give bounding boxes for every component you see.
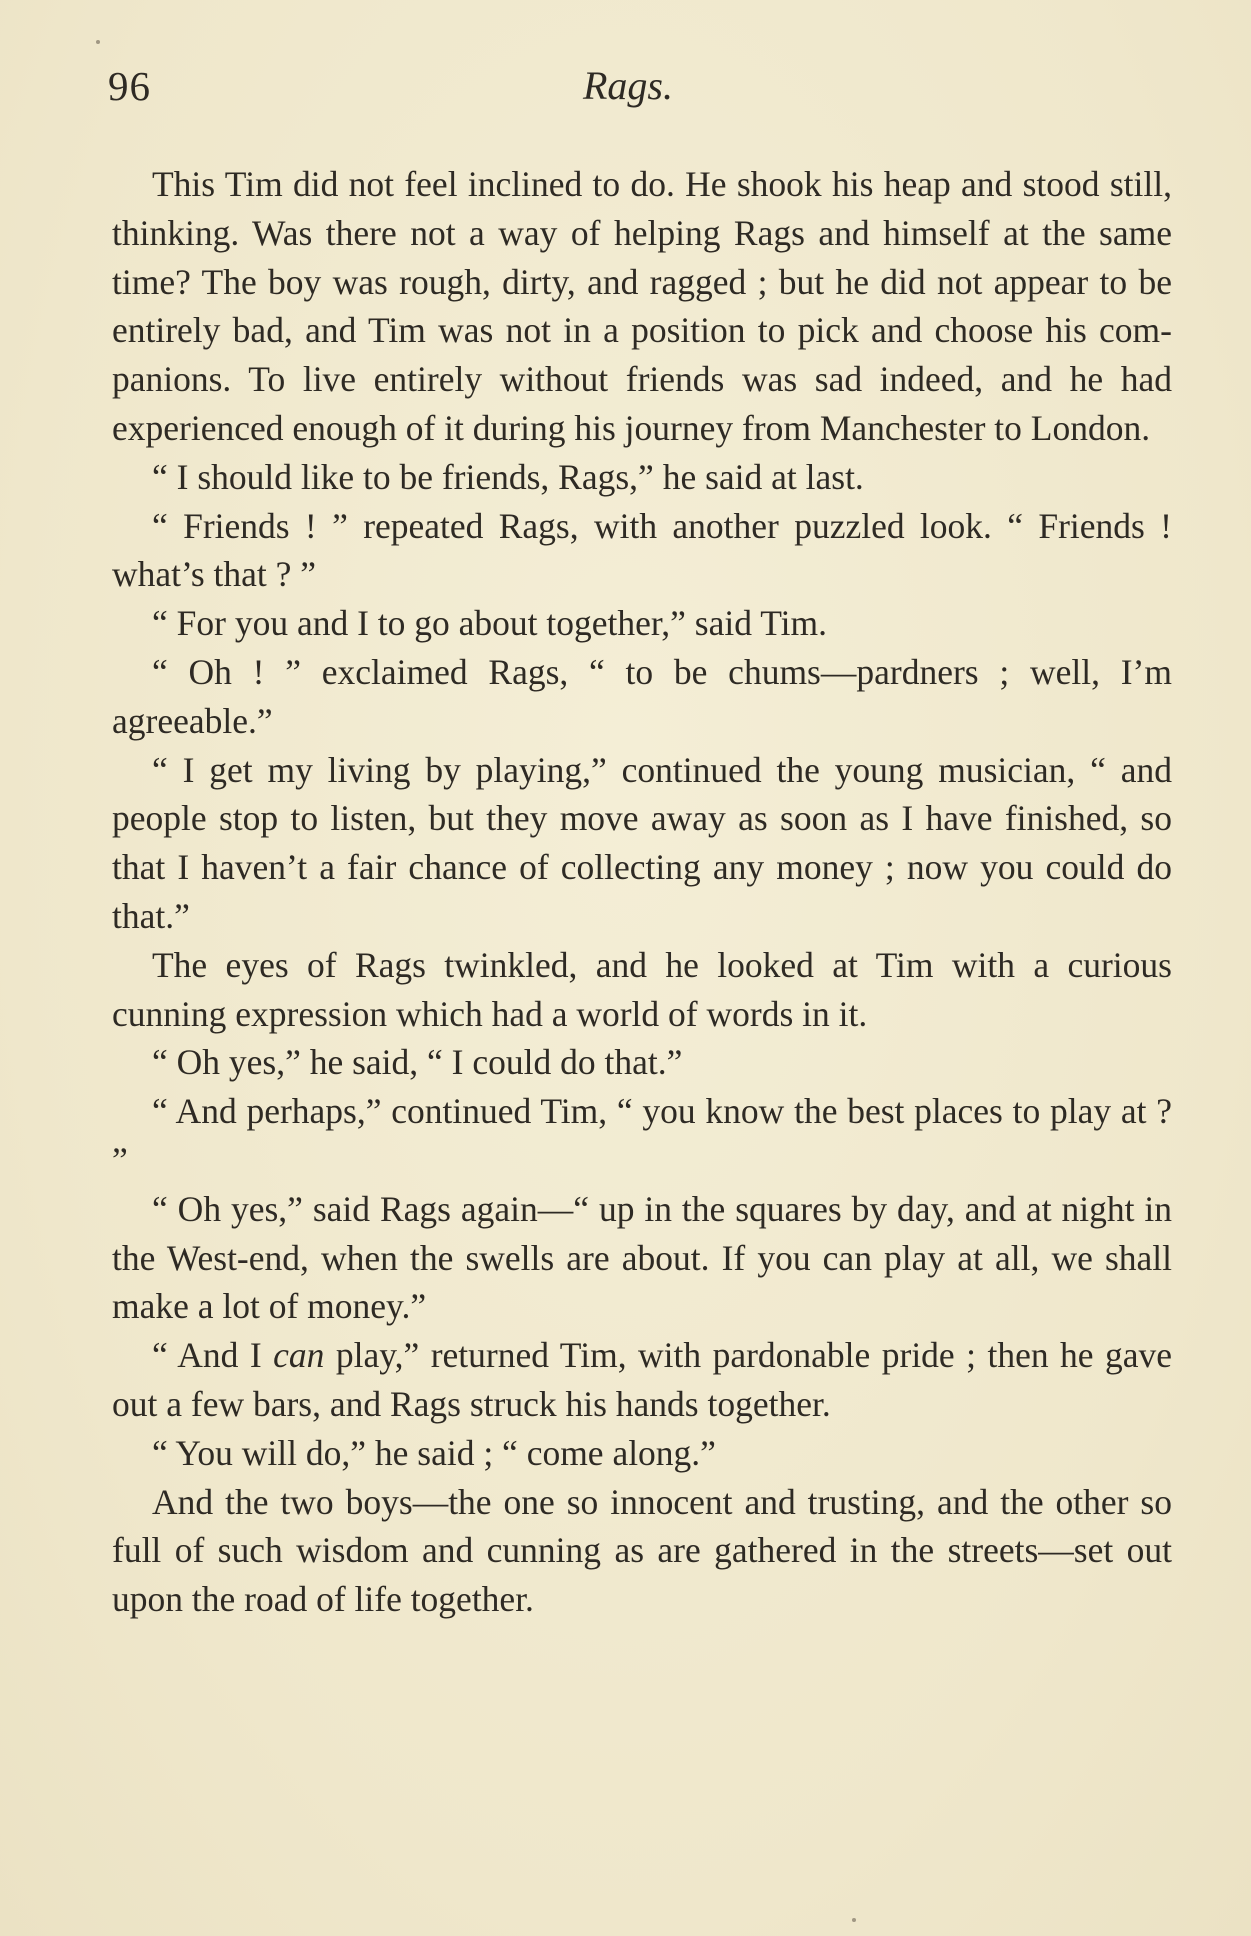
paragraph: “ Oh yes,” he said, “ I could do that.” xyxy=(152,1042,683,1083)
running-head xyxy=(108,62,1168,122)
paragraph: “ You will do,” he said ; “ come along.” xyxy=(152,1432,716,1473)
paragraph: “ I should like to be friends, Rags,” he said at last. xyxy=(152,456,864,497)
paragraph: “ Friends ! ” repeated Rags, with another puzzled look. “ Friends ! what’s that ? ” xyxy=(112,505,1172,595)
paragraph: “ I get my living by playing,” continued the young musician, “ and people stop to listen, but they move away as soon as I have finished, so that I haven’t a fair chance of collecting any money ; now you could do that.” xyxy=(112,749,1172,936)
paragraph: And the two boys—the one so innocent and trusting, and the other so full of such wisdom and cunning as are gathered in the streets—set out upon the road of life together. xyxy=(112,1481,1172,1620)
paragraph: The eyes of Rags twinkled, and he looked at Tim with a curious cunning expression which had a world of words in it. xyxy=(112,944,1172,1034)
page-number: 96 xyxy=(108,63,151,109)
paragraph xyxy=(112,1331,1172,1429)
paragraph: “ Oh ! ” exclaimed Rags, “ to be chums—pardners ; well, I’m agreeable.” xyxy=(112,651,1172,741)
paragraph: “ Oh yes,” said Rags again—“ up in the squares by day, and at night in the West-end, when the swells are about. If you can play at all, we shall make a lot of money.” xyxy=(112,1188,1172,1327)
emphasis-text: can xyxy=(273,1335,325,1376)
body-text xyxy=(112,160,1172,1624)
paragraph-text: play,” returned Tim, with pardonable pride ; then he gave out a few bars, and Rags struck his hands together. xyxy=(112,1335,1172,1424)
running-title: Rags. xyxy=(583,63,673,108)
paper-speck xyxy=(96,40,100,44)
paragraph: “ For you and I to go about together,” said Tim. xyxy=(152,603,827,644)
paragraph: “ And perhaps,” continued Tim, “ you know the best places to play at ? ” xyxy=(112,1091,1172,1180)
paragraph: This Tim did not feel inclined to do. He shook his heap and stood still, thinking. Was there not a way of helping Rags and himself at the same time? The boy was rough, dirty, and ragged ; but he did not appear to be entirely bad, and Tim was not in a position to pick and choose his com-panions. To live entirely without friends was sad indeed, and he had experienced enough of it during his journey from Manchester to London. xyxy=(112,164,1172,448)
paper-speck xyxy=(852,1918,856,1922)
paragraph-text: “ And I xyxy=(152,1335,274,1376)
